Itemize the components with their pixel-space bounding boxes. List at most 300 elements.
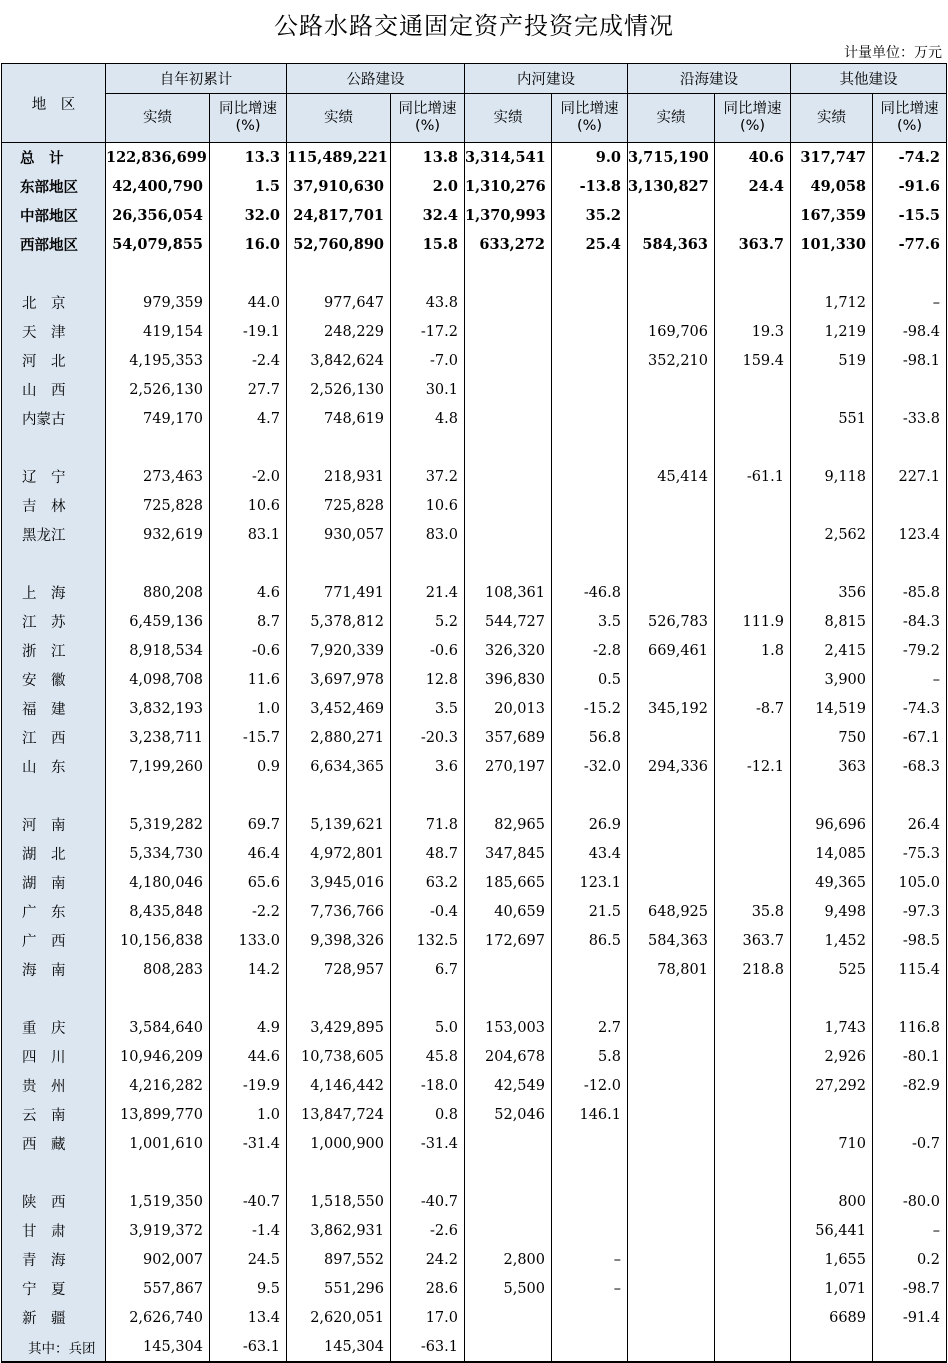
actual-value: 4,146,442 bbox=[287, 1071, 391, 1100]
actual-value: 1,000,900 bbox=[287, 1129, 391, 1158]
actual-value bbox=[628, 1303, 715, 1332]
growth-value: -80.0 bbox=[873, 1187, 947, 1216]
actual-value: 270,197 bbox=[465, 752, 552, 781]
growth-value: 44.6 bbox=[210, 1042, 287, 1071]
growth-value bbox=[715, 839, 791, 868]
actual-value: 108,361 bbox=[465, 578, 552, 607]
actual-value: 6,459,136 bbox=[106, 607, 210, 636]
actual-value: 6689 bbox=[791, 1303, 873, 1332]
actual-value: 633,272 bbox=[465, 230, 552, 259]
table-row bbox=[2, 1129, 947, 1158]
growth-value: 146.1 bbox=[552, 1100, 628, 1129]
actual-header: 实绩 bbox=[465, 94, 552, 143]
growth-value bbox=[715, 1013, 791, 1042]
actual-value: 2,926 bbox=[791, 1042, 873, 1071]
actual-value: 3,832,193 bbox=[106, 694, 210, 723]
growth-value: 159.4 bbox=[715, 346, 791, 375]
growth-value: 115.4 bbox=[873, 955, 947, 984]
actual-value: 2,562 bbox=[791, 520, 873, 549]
growth-value: 3.6 bbox=[391, 752, 465, 781]
actual-value bbox=[791, 1158, 873, 1187]
region-name: 山 西 bbox=[2, 375, 106, 404]
actual-value: 1,001,610 bbox=[106, 1129, 210, 1158]
actual-value: 4,098,708 bbox=[106, 665, 210, 694]
growth-value bbox=[715, 288, 791, 317]
actual-value bbox=[628, 1042, 715, 1071]
actual-value: 10,946,209 bbox=[106, 1042, 210, 1071]
actual-value bbox=[106, 1158, 210, 1187]
growth-value: 5.8 bbox=[552, 1042, 628, 1071]
growth-value: 69.7 bbox=[210, 810, 287, 839]
actual-value bbox=[628, 665, 715, 694]
growth-value: 1.8 bbox=[715, 636, 791, 665]
growth-value: 35.8 bbox=[715, 897, 791, 926]
region-name: 湖 南 bbox=[2, 868, 106, 897]
actual-value: 3,452,469 bbox=[287, 694, 391, 723]
growth-value: – bbox=[873, 1216, 947, 1245]
growth-value bbox=[715, 1129, 791, 1158]
actual-value bbox=[465, 984, 552, 1013]
growth-value bbox=[715, 1245, 791, 1274]
actual-value: 8,435,848 bbox=[106, 897, 210, 926]
growth-value bbox=[873, 984, 947, 1013]
actual-value: 902,007 bbox=[106, 1245, 210, 1274]
actual-value: 648,925 bbox=[628, 897, 715, 926]
actual-value: 347,845 bbox=[465, 839, 552, 868]
growth-value: – bbox=[552, 1245, 628, 1274]
actual-value: 419,154 bbox=[106, 317, 210, 346]
growth-value bbox=[715, 1303, 791, 1332]
actual-value: 52,046 bbox=[465, 1100, 552, 1129]
actual-value: 551,296 bbox=[287, 1274, 391, 1303]
actual-value: 710 bbox=[791, 1129, 873, 1158]
actual-value: 526,783 bbox=[628, 607, 715, 636]
actual-value: 5,378,812 bbox=[287, 607, 391, 636]
region-name: 河 北 bbox=[2, 346, 106, 375]
actual-value: 749,170 bbox=[106, 404, 210, 433]
actual-value bbox=[465, 346, 552, 375]
growth-value: 56.8 bbox=[552, 723, 628, 752]
growth-value bbox=[715, 781, 791, 810]
growth-value bbox=[715, 1158, 791, 1187]
growth-value: -98.5 bbox=[873, 926, 947, 955]
growth-value: 2.7 bbox=[552, 1013, 628, 1042]
header-group-row bbox=[2, 64, 947, 94]
actual-value bbox=[628, 1071, 715, 1100]
actual-value: 45,414 bbox=[628, 462, 715, 491]
growth-value: -0.7 bbox=[873, 1129, 947, 1158]
growth-value bbox=[391, 781, 465, 810]
actual-value bbox=[628, 375, 715, 404]
growth-value: -82.9 bbox=[873, 1071, 947, 1100]
growth-value: -74.3 bbox=[873, 694, 947, 723]
region-name bbox=[2, 433, 106, 462]
actual-value: 748,619 bbox=[287, 404, 391, 433]
actual-value: 2,626,740 bbox=[106, 1303, 210, 1332]
growth-value bbox=[552, 462, 628, 491]
actual-value: 1,310,276 bbox=[465, 172, 552, 201]
table-row bbox=[2, 1042, 947, 1071]
growth-header-label: 同比增速 bbox=[880, 101, 939, 117]
page-title: 公路水路交通固定资产投资完成情况 bbox=[274, 12, 674, 40]
growth-value bbox=[715, 984, 791, 1013]
growth-value bbox=[552, 520, 628, 549]
growth-value: 24.4 bbox=[715, 172, 791, 201]
actual-value bbox=[628, 491, 715, 520]
region-name: 浙 江 bbox=[2, 636, 106, 665]
table-row bbox=[2, 491, 947, 520]
growth-value bbox=[715, 1216, 791, 1245]
actual-value bbox=[465, 462, 552, 491]
actual-value: 52,760,890 bbox=[287, 230, 391, 259]
table-row bbox=[2, 462, 947, 491]
group-header-other: 其他建设 bbox=[791, 64, 947, 94]
actual-value: 167,359 bbox=[791, 201, 873, 230]
growth-value bbox=[552, 1129, 628, 1158]
region-name: 福 建 bbox=[2, 694, 106, 723]
growth-header-label: 同比增速 bbox=[560, 101, 619, 117]
actual-value bbox=[791, 984, 873, 1013]
growth-value: 17.0 bbox=[391, 1303, 465, 1332]
growth-value: 86.5 bbox=[552, 926, 628, 955]
growth-value: -2.4 bbox=[210, 346, 287, 375]
growth-value: 133.0 bbox=[210, 926, 287, 955]
region-name: 西 藏 bbox=[2, 1129, 106, 1158]
actual-value bbox=[287, 781, 391, 810]
growth-header-label: 同比增速 bbox=[723, 101, 782, 117]
actual-value: 54,079,855 bbox=[106, 230, 210, 259]
actual-value bbox=[287, 984, 391, 1013]
growth-value: 83.0 bbox=[391, 520, 465, 549]
growth-header-label: 同比增速 bbox=[219, 101, 277, 117]
region-name: 其中：兵团 bbox=[2, 1332, 106, 1362]
growth-header-unit: (%) bbox=[896, 118, 923, 134]
actual-value bbox=[465, 259, 552, 288]
growth-value: 123.1 bbox=[552, 868, 628, 897]
region-name: 北 京 bbox=[2, 288, 106, 317]
growth-value: -80.1 bbox=[873, 1042, 947, 1071]
growth-value bbox=[552, 259, 628, 288]
growth-value: -46.8 bbox=[552, 578, 628, 607]
actual-value: 1,655 bbox=[791, 1245, 873, 1274]
growth-value: -91.4 bbox=[873, 1303, 947, 1332]
region-name: 江 西 bbox=[2, 723, 106, 752]
growth-value: -33.8 bbox=[873, 404, 947, 433]
growth-value bbox=[391, 433, 465, 462]
growth-value bbox=[552, 781, 628, 810]
growth-value: -67.1 bbox=[873, 723, 947, 752]
spacer-row bbox=[2, 259, 947, 288]
growth-value bbox=[552, 346, 628, 375]
region-name: 重 庆 bbox=[2, 1013, 106, 1042]
region-name: 陕 西 bbox=[2, 1187, 106, 1216]
growth-value: 13.3 bbox=[210, 143, 287, 173]
growth-value: 3.5 bbox=[552, 607, 628, 636]
table-row bbox=[2, 636, 947, 665]
actual-value: 725,828 bbox=[287, 491, 391, 520]
actual-value bbox=[106, 549, 210, 578]
actual-value bbox=[465, 1187, 552, 1216]
growth-value: 45.8 bbox=[391, 1042, 465, 1071]
table-row bbox=[2, 868, 947, 897]
table-row bbox=[2, 1303, 947, 1332]
growth-value: -20.3 bbox=[391, 723, 465, 752]
growth-value: -40.7 bbox=[391, 1187, 465, 1216]
actual-value: 808,283 bbox=[106, 955, 210, 984]
actual-value bbox=[465, 404, 552, 433]
growth-value: 111.9 bbox=[715, 607, 791, 636]
actual-value: 145,304 bbox=[287, 1332, 391, 1362]
growth-value bbox=[552, 404, 628, 433]
table-row bbox=[2, 288, 947, 317]
growth-value bbox=[715, 404, 791, 433]
growth-value: 105.0 bbox=[873, 868, 947, 897]
table-row bbox=[2, 665, 947, 694]
spacer-row bbox=[2, 1158, 947, 1187]
actual-value bbox=[628, 288, 715, 317]
actual-value bbox=[465, 1303, 552, 1332]
growth-value bbox=[391, 259, 465, 288]
actual-value: 13,899,770 bbox=[106, 1100, 210, 1129]
growth-value bbox=[210, 984, 287, 1013]
actual-value: 2,800 bbox=[465, 1245, 552, 1274]
actual-value: 932,619 bbox=[106, 520, 210, 549]
actual-value: 49,365 bbox=[791, 868, 873, 897]
growth-value bbox=[715, 433, 791, 462]
actual-value: 9,498 bbox=[791, 897, 873, 926]
actual-value bbox=[628, 1216, 715, 1245]
region-name: 河 南 bbox=[2, 810, 106, 839]
actual-value bbox=[628, 259, 715, 288]
region-name: 青 海 bbox=[2, 1245, 106, 1274]
actual-value: 880,208 bbox=[106, 578, 210, 607]
actual-value: 979,359 bbox=[106, 288, 210, 317]
actual-value: 930,057 bbox=[287, 520, 391, 549]
region-name: 山 东 bbox=[2, 752, 106, 781]
group-header-highway: 公路建设 bbox=[287, 64, 465, 94]
actual-value: 345,192 bbox=[628, 694, 715, 723]
growth-value bbox=[552, 1187, 628, 1216]
actual-value: 977,647 bbox=[287, 288, 391, 317]
actual-value: 352,210 bbox=[628, 346, 715, 375]
actual-value: 82,965 bbox=[465, 810, 552, 839]
growth-value: 26.9 bbox=[552, 810, 628, 839]
actual-value: 5,319,282 bbox=[106, 810, 210, 839]
growth-value: 71.8 bbox=[391, 810, 465, 839]
table-row bbox=[2, 404, 947, 433]
region-name: 甘 肃 bbox=[2, 1216, 106, 1245]
growth-value: -7.0 bbox=[391, 346, 465, 375]
actual-value: 7,736,766 bbox=[287, 897, 391, 926]
growth-value: -13.8 bbox=[552, 172, 628, 201]
growth-value: 0.2 bbox=[873, 1245, 947, 1274]
growth-value bbox=[715, 868, 791, 897]
growth-value: 363.7 bbox=[715, 926, 791, 955]
actual-value bbox=[628, 1100, 715, 1129]
actual-value: 544,727 bbox=[465, 607, 552, 636]
region-name: 上 海 bbox=[2, 578, 106, 607]
actual-value: 7,199,260 bbox=[106, 752, 210, 781]
spacer-row bbox=[2, 781, 947, 810]
growth-value bbox=[873, 375, 947, 404]
actual-value: 14,519 bbox=[791, 694, 873, 723]
actual-value: 248,229 bbox=[287, 317, 391, 346]
actual-value: 9,398,326 bbox=[287, 926, 391, 955]
table-row bbox=[2, 143, 947, 173]
actual-value: 10,738,605 bbox=[287, 1042, 391, 1071]
growth-value: -79.2 bbox=[873, 636, 947, 665]
actual-value bbox=[628, 1274, 715, 1303]
actual-value: 273,463 bbox=[106, 462, 210, 491]
actual-value: 3,238,711 bbox=[106, 723, 210, 752]
growth-value: -19.9 bbox=[210, 1071, 287, 1100]
region-name bbox=[2, 781, 106, 810]
actual-value bbox=[106, 984, 210, 1013]
actual-value: 26,356,054 bbox=[106, 201, 210, 230]
growth-value: 13.8 bbox=[391, 143, 465, 173]
region-name bbox=[2, 259, 106, 288]
actual-value: 3,697,978 bbox=[287, 665, 391, 694]
growth-value bbox=[873, 1332, 947, 1362]
growth-value: 30.1 bbox=[391, 375, 465, 404]
growth-value: -1.4 bbox=[210, 1216, 287, 1245]
actual-value: 78,801 bbox=[628, 955, 715, 984]
actual-value: 13,847,724 bbox=[287, 1100, 391, 1129]
growth-value: 4.7 bbox=[210, 404, 287, 433]
group-header-inland: 内河建设 bbox=[465, 64, 628, 94]
growth-value bbox=[552, 984, 628, 1013]
actual-value: 294,336 bbox=[628, 752, 715, 781]
growth-value bbox=[391, 984, 465, 1013]
actual-value bbox=[628, 984, 715, 1013]
growth-value: 9.5 bbox=[210, 1274, 287, 1303]
table-row bbox=[2, 839, 947, 868]
region-name: 辽 宁 bbox=[2, 462, 106, 491]
region-name: 宁 夏 bbox=[2, 1274, 106, 1303]
actual-value: 750 bbox=[791, 723, 873, 752]
growth-value: 40.6 bbox=[715, 143, 791, 173]
actual-value: 557,867 bbox=[106, 1274, 210, 1303]
table-row bbox=[2, 694, 947, 723]
actual-value: 1,518,550 bbox=[287, 1187, 391, 1216]
growth-value: -8.7 bbox=[715, 694, 791, 723]
growth-value: -75.3 bbox=[873, 839, 947, 868]
region-name bbox=[2, 549, 106, 578]
table-row bbox=[2, 810, 947, 839]
actual-value: 169,706 bbox=[628, 317, 715, 346]
growth-value: -68.3 bbox=[873, 752, 947, 781]
actual-value: 24,817,701 bbox=[287, 201, 391, 230]
growth-value bbox=[873, 491, 947, 520]
group-header-cumulative: 自年初累计 bbox=[106, 64, 287, 94]
investment-table bbox=[1, 63, 947, 1363]
actual-value bbox=[465, 375, 552, 404]
growth-value bbox=[715, 1042, 791, 1071]
actual-value: 27,292 bbox=[791, 1071, 873, 1100]
actual-value: 800 bbox=[791, 1187, 873, 1216]
actual-value bbox=[791, 491, 873, 520]
actual-value: 42,400,790 bbox=[106, 172, 210, 201]
actual-value: 4,972,801 bbox=[287, 839, 391, 868]
region-name: 贵 州 bbox=[2, 1071, 106, 1100]
actual-value: 7,920,339 bbox=[287, 636, 391, 665]
actual-value: 1,519,350 bbox=[106, 1187, 210, 1216]
table-row bbox=[2, 317, 947, 346]
actual-value: 5,500 bbox=[465, 1274, 552, 1303]
growth-value: 132.5 bbox=[391, 926, 465, 955]
growth-value bbox=[715, 259, 791, 288]
growth-value: 5.2 bbox=[391, 607, 465, 636]
table-body bbox=[2, 143, 947, 1363]
growth-value: 10.6 bbox=[210, 491, 287, 520]
growth-value: 227.1 bbox=[873, 462, 947, 491]
growth-value: -85.8 bbox=[873, 578, 947, 607]
actual-header: 实绩 bbox=[106, 94, 210, 143]
table-row bbox=[2, 520, 947, 549]
actual-value: 3,584,640 bbox=[106, 1013, 210, 1042]
actual-value: 3,919,372 bbox=[106, 1216, 210, 1245]
actual-value: 3,900 bbox=[791, 665, 873, 694]
actual-value: 96,696 bbox=[791, 810, 873, 839]
growth-value: -17.2 bbox=[391, 317, 465, 346]
actual-value: 172,697 bbox=[465, 926, 552, 955]
region-name: 新 疆 bbox=[2, 1303, 106, 1332]
actual-value bbox=[465, 1158, 552, 1187]
actual-value: 1,219 bbox=[791, 317, 873, 346]
actual-value: 204,678 bbox=[465, 1042, 552, 1071]
growth-value bbox=[715, 1274, 791, 1303]
growth-value bbox=[210, 259, 287, 288]
region-name: 东部地区 bbox=[2, 172, 106, 201]
region-name bbox=[2, 984, 106, 1013]
growth-value: -31.4 bbox=[391, 1129, 465, 1158]
growth-value: -63.1 bbox=[391, 1332, 465, 1362]
growth-value: – bbox=[552, 1274, 628, 1303]
actual-value: 49,058 bbox=[791, 172, 873, 201]
growth-value: 37.2 bbox=[391, 462, 465, 491]
actual-value bbox=[628, 1013, 715, 1042]
growth-header-label: 同比增速 bbox=[398, 101, 457, 117]
growth-value: 363.7 bbox=[715, 230, 791, 259]
actual-value bbox=[628, 1187, 715, 1216]
growth-value bbox=[391, 1158, 465, 1187]
actual-value bbox=[628, 723, 715, 752]
actual-value bbox=[628, 433, 715, 462]
growth-value bbox=[715, 1100, 791, 1129]
region-header: 地 区 bbox=[2, 64, 106, 143]
growth-header-unit: (%) bbox=[414, 118, 441, 134]
growth-value bbox=[715, 665, 791, 694]
actual-value: 2,526,130 bbox=[106, 375, 210, 404]
growth-value: -2.8 bbox=[552, 636, 628, 665]
actual-value: 3,429,895 bbox=[287, 1013, 391, 1042]
table-row bbox=[2, 172, 947, 201]
table-row bbox=[2, 1245, 947, 1274]
growth-header bbox=[391, 94, 465, 143]
actual-value: 3,842,624 bbox=[287, 346, 391, 375]
region-name: 海 南 bbox=[2, 955, 106, 984]
growth-value bbox=[715, 723, 791, 752]
growth-value: -19.1 bbox=[210, 317, 287, 346]
region-name: 云 南 bbox=[2, 1100, 106, 1129]
actual-value: 10,156,838 bbox=[106, 926, 210, 955]
growth-value: -0.6 bbox=[391, 636, 465, 665]
actual-value bbox=[628, 549, 715, 578]
growth-value: 32.0 bbox=[210, 201, 287, 230]
actual-value: 3,862,931 bbox=[287, 1216, 391, 1245]
actual-value: 1,370,993 bbox=[465, 201, 552, 230]
growth-value: -77.6 bbox=[873, 230, 947, 259]
